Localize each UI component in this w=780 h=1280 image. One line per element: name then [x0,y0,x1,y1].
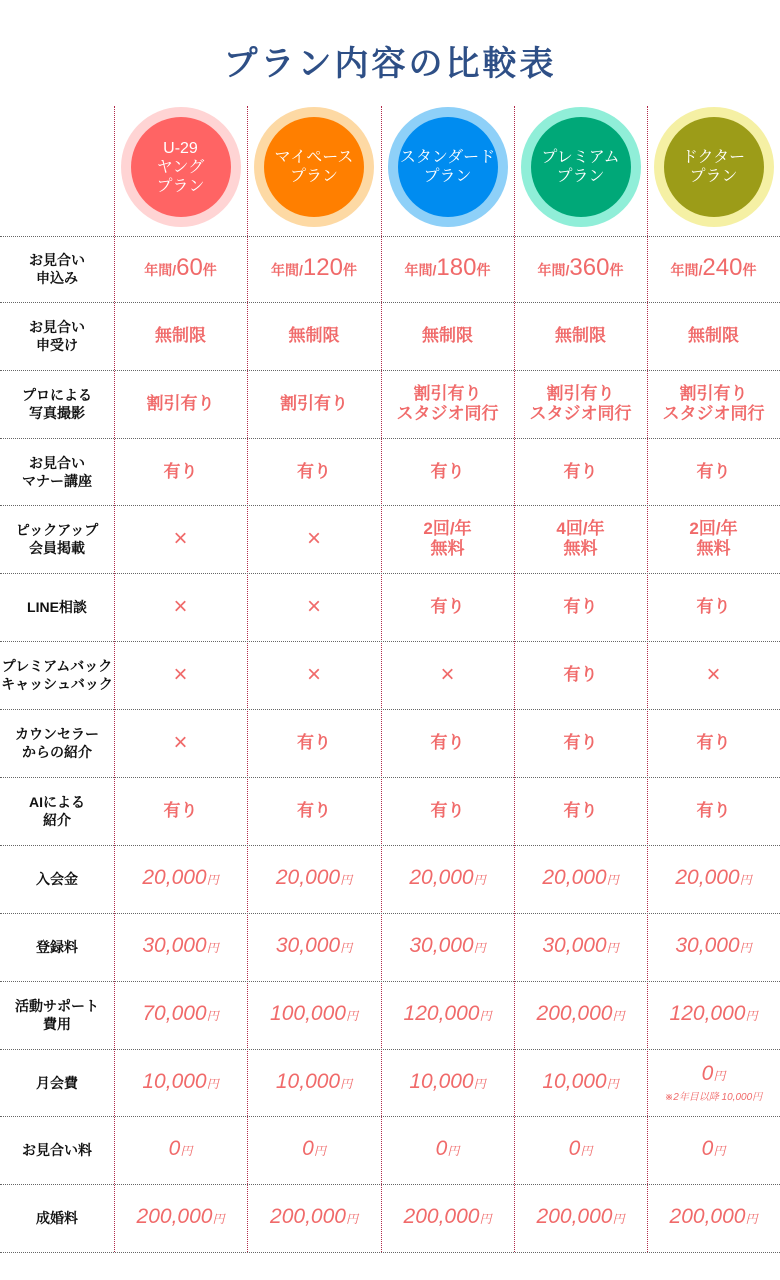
apply-number: 60 [176,254,203,281]
table-cell [247,302,381,370]
price-value [302,1137,326,1163]
apply-unit: 件 [202,262,217,278]
price-unit: 円 [713,1068,726,1083]
table-cell [514,302,647,370]
table-cell [647,370,780,438]
price-number: 0 [701,1137,714,1160]
price-value [276,1070,352,1096]
apply-value [670,254,757,281]
cross-mark: × [173,661,188,688]
cell-text: 有り [430,801,465,820]
table-cell [247,641,381,709]
row-label: 登録料 [36,939,78,955]
cell-text: 有り [163,461,198,481]
price-number: 20,000 [542,866,607,889]
plan-name: マイペース プラン [264,117,364,217]
price-unit: 円 [745,1212,758,1226]
table-cell [381,1049,514,1116]
price-number: 200,000 [136,1205,213,1228]
cell-text: 有り [430,597,465,616]
table-cell [381,913,514,981]
price-unit: 円 [340,941,353,955]
price-number: 200,000 [270,1205,346,1228]
table-cell [114,709,247,777]
table-cell [247,845,381,913]
price-number: 0 [568,1137,581,1160]
price-value [142,934,218,960]
cell-text: 無制限 [422,326,473,345]
table-cell [647,438,780,505]
price-number: 30,000 [142,934,207,957]
table-cell [247,1116,381,1184]
row-label: お見合い 申込み [29,252,85,286]
table-cell [514,913,647,981]
price-number: 20,000 [275,866,341,889]
price-value [270,1002,358,1028]
table-cell [647,845,780,913]
price-value [409,1070,485,1096]
price-unit: 円 [713,1144,726,1158]
price-number: 30,000 [409,934,474,957]
apply-value [537,254,624,281]
table-cell [114,913,247,981]
table-cell [381,709,514,777]
table-cell [114,505,247,573]
price-number: 200,000 [536,1205,613,1228]
table-cell [381,641,514,709]
price-unit: 円 [340,1076,353,1091]
table-cell [114,236,247,302]
price-unit: 円 [739,941,752,955]
price-number: 20,000 [409,866,474,889]
table-cell [381,1184,514,1252]
price-unit: 円 [212,1212,225,1226]
cell-text: 有り [696,597,731,616]
row-label: カウンセラー からの紹介 [15,726,99,760]
row-label: プレミアムバック キャッシュバック [1,658,113,692]
price-unit: 円 [612,1009,625,1023]
table-cell [514,641,647,709]
table-cell [514,438,647,505]
table-cell [514,505,647,573]
cross-mark: × [173,525,188,552]
table-cell [514,709,647,777]
price-value [537,1205,625,1231]
price-unit: 円 [479,1009,492,1023]
price-unit: 円 [606,941,619,955]
plan-name: プレミアム プラン [531,117,631,217]
price-unit: 円 [606,1076,619,1091]
table-cell [381,505,514,573]
cell-text: 有り [430,733,465,752]
table-cell [381,1116,514,1184]
cell-text: 有り [563,461,598,481]
cell-text: 有り [297,801,331,820]
row-label: 活動サポート 費用 [15,998,99,1032]
apply-value [404,254,491,281]
price-unit: 円 [206,1076,219,1091]
table-cell [114,845,247,913]
price-unit: 円 [580,1144,593,1158]
price-number: 30,000 [542,934,607,957]
table-cell [647,777,780,845]
row-label: 入会金 [36,871,78,887]
row-label: プロによる 写真撮影 [22,387,92,421]
price-value [404,1002,492,1028]
table-cell [247,913,381,981]
price-unit: 円 [739,873,752,887]
price-number: 10,000 [542,1069,607,1093]
price-value [276,866,352,892]
table-cell [114,370,247,438]
table-cell [381,777,514,845]
price-value [702,1137,726,1163]
table-cell [647,913,780,981]
row-label: 成婚料 [36,1210,78,1226]
cell-text: 無制限 [288,326,340,345]
plan-name: ドクター プラン [664,117,764,217]
cross-mark: × [306,661,321,688]
cross-mark: × [173,593,188,620]
cross-mark: × [706,661,721,688]
price-number: 20,000 [142,866,207,889]
table-cell [381,236,514,302]
price-unit: 円 [612,1212,625,1226]
cell-text: 2回/年 無料 [689,519,738,558]
cell-text: 有り [297,733,331,752]
price-value [670,1002,758,1028]
cell-text: 有り [563,733,598,752]
table-cell [114,981,247,1049]
page-title: プラン内容の比較表 [223,44,557,84]
price-unit: 円 [345,1009,358,1023]
table-cell [514,1049,647,1116]
table-cell [647,236,780,302]
apply-unit: 件 [609,262,624,278]
table-cell [514,370,647,438]
apply-unit: 件 [342,262,357,278]
cross-mark: × [440,661,455,688]
plan-name: U-29 ヤング プラン [131,117,231,217]
cell-text: 有り [696,733,731,752]
price-number: 100,000 [270,1002,346,1025]
cell-text: 割引有り スタジオ同行 [529,384,632,423]
price-unit: 円 [745,1009,758,1023]
table-cell [514,236,647,302]
price-number: 10,000 [409,1069,474,1093]
price-unit: 円 [606,873,619,887]
table-cell [647,1116,780,1184]
row-label: LINE相談 [27,599,87,615]
table-cell [247,1184,381,1252]
table-cell [114,573,247,641]
table-cell [647,981,780,1049]
apply-number: 240 [702,254,743,281]
price-number: 0 [435,1137,448,1160]
cell-text: 有り [696,801,731,820]
cell-text: 割引有り スタジオ同行 [396,384,499,423]
cell-text: 無制限 [688,326,739,345]
price-unit: 円 [345,1212,358,1226]
cell-text: 有り [563,597,598,616]
table-cell [247,1049,381,1116]
table-cell [647,1184,780,1252]
apply-prefix: 年間/ [271,262,303,278]
price-number: 10,000 [275,1069,341,1093]
price-unit: 円 [206,873,219,887]
apply-number: 180 [436,254,477,281]
price-number: 120,000 [403,1002,480,1025]
price-unit: 円 [340,873,353,887]
cell-text: 割引有り スタジオ同行 [662,384,765,423]
price-value [702,1062,726,1088]
cell-text: 有り [430,461,465,481]
price-value [142,866,218,892]
table-cell [381,845,514,913]
table-cell [247,981,381,1049]
price-value [137,1205,225,1231]
price-value [537,1002,625,1028]
table-cell [514,1116,647,1184]
table-cell [381,573,514,641]
apply-number: 360 [569,254,610,281]
apply-number: 120 [302,254,343,281]
price-unit: 円 [479,1212,492,1226]
price-number: 70,000 [142,1002,207,1025]
cell-text: 有り [163,801,198,820]
apply-unit: 件 [742,262,757,278]
table-cell [247,573,381,641]
table-cell [381,438,514,505]
price-number: 200,000 [669,1205,746,1228]
price-unit: 円 [473,873,486,887]
price-unit: 円 [473,1076,486,1091]
price-number: 120,000 [669,1002,746,1025]
price-number: 200,000 [536,1002,613,1025]
table-cell [114,641,247,709]
row-label: お見合い 申受け [29,319,85,353]
cell-text: 有り [696,461,731,481]
price-unit: 円 [447,1144,460,1158]
table-cell [514,845,647,913]
apply-prefix: 年間/ [404,262,437,278]
price-unit: 円 [313,1144,326,1158]
price-value [670,1205,758,1231]
table-cell [514,573,647,641]
price-value [542,1070,618,1096]
plan-badge [388,107,508,227]
table-cell [114,1184,247,1252]
price-value [542,866,618,892]
apply-value [144,254,217,281]
cell-text: 割引有り [280,394,348,413]
price-unit: 円 [180,1144,193,1158]
price-value [169,1137,193,1163]
table-cell [247,709,381,777]
cell-text: 無制限 [155,326,206,345]
table-cell [647,641,780,709]
cell-text: 4回/年 無料 [556,519,605,558]
plan-badge [654,107,774,227]
price-number: 200,000 [403,1205,480,1228]
table-cell [114,1116,247,1184]
table-cell [114,302,247,370]
table-cell [247,370,381,438]
price-value [675,866,751,892]
row-divider [0,1252,780,1253]
cell-text: 無制限 [555,326,606,345]
price-unit: 円 [206,1009,219,1023]
price-value [436,1137,460,1163]
cell-text: 有り [563,665,598,684]
apply-prefix: 年間/ [670,262,703,278]
table-cell [247,438,381,505]
price-value [675,934,751,960]
price-number: 0 [302,1137,314,1160]
table-cell [647,709,780,777]
table-cell [647,1049,780,1116]
cell-text: 有り [297,461,331,481]
cell-text: 割引有り [146,394,215,413]
price-unit: 円 [206,941,219,955]
table-cell [381,370,514,438]
price-number: 30,000 [675,934,740,957]
cell-text: 2回/年 無料 [423,519,472,558]
price-value [404,1205,492,1231]
price-number: 0 [701,1061,714,1085]
table-cell [514,981,647,1049]
cell-text: 有り [563,801,598,820]
plan-name: スタンダード プラン [398,117,498,217]
row-label: ピックアップ 会員掲載 [15,522,99,556]
price-note: ※2年目以降 10,000円 [664,1091,763,1103]
row-label: お見合い料 [22,1142,92,1158]
price-value [142,1002,218,1028]
apply-prefix: 年間/ [537,262,570,278]
cross-mark: × [306,593,321,620]
cross-mark: × [306,525,321,552]
plan-badge [254,107,374,227]
cross-mark: × [173,729,188,756]
table-cell [247,777,381,845]
table-cell [647,505,780,573]
plan-badge [521,107,641,227]
apply-prefix: 年間/ [144,262,177,278]
price-number: 20,000 [675,866,740,889]
table-cell [247,236,381,302]
row-label: AIによる 紹介 [29,794,85,828]
price-number: 30,000 [275,934,341,957]
price-value [409,934,485,960]
price-value [569,1137,593,1163]
table-cell [381,981,514,1049]
table-cell [114,438,247,505]
row-label: 月会費 [36,1074,78,1091]
row-label: お見合い マナー講座 [22,454,92,489]
table-cell [514,777,647,845]
table-cell [114,777,247,845]
table-cell [647,302,780,370]
price-value [409,866,485,892]
table-cell [247,505,381,573]
table-cell [114,1049,247,1116]
apply-value [271,254,357,281]
table-cell [647,573,780,641]
price-value [276,934,352,960]
apply-unit: 件 [476,262,491,278]
price-value [542,934,618,960]
table-cell [514,1184,647,1252]
price-unit: 円 [473,941,486,955]
price-number: 0 [168,1137,181,1160]
table-cell [381,302,514,370]
plan-badge [121,107,241,227]
price-value [270,1205,358,1231]
price-value [142,1070,218,1096]
price-number: 10,000 [142,1069,207,1093]
